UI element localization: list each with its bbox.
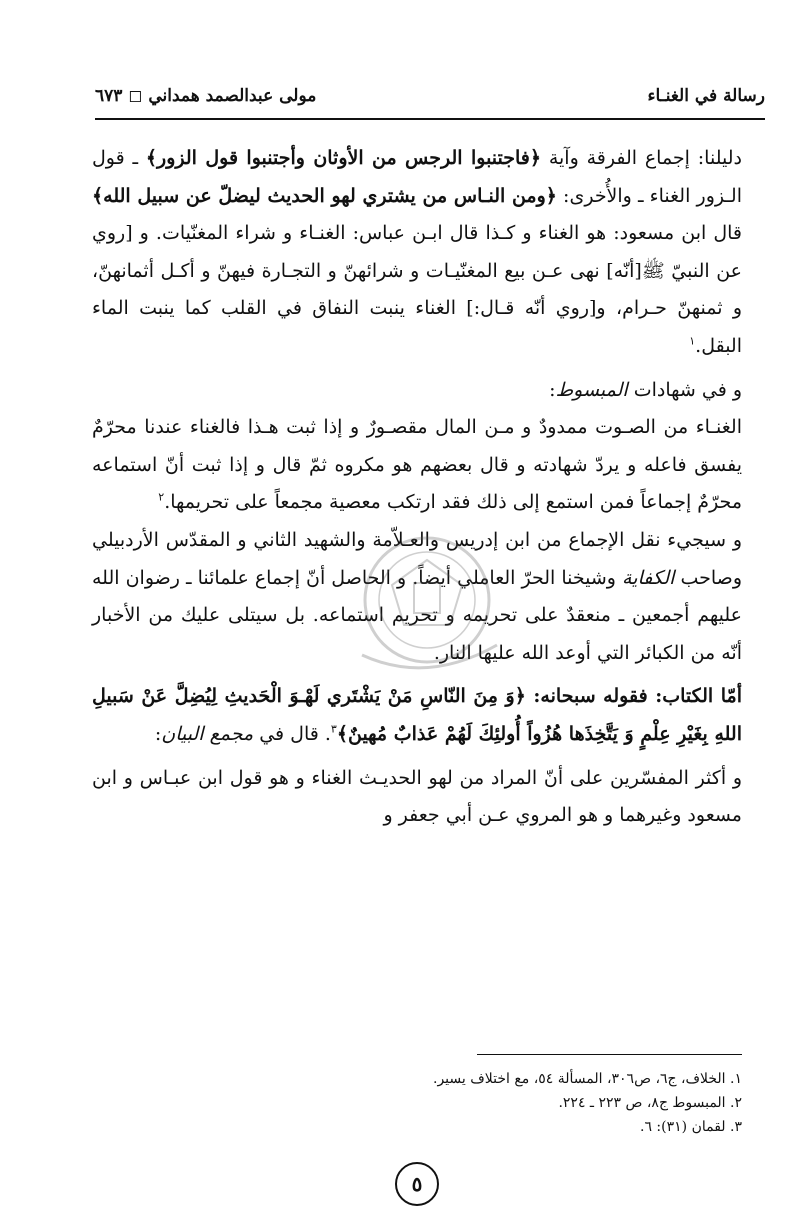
text-run: و أكثر المفسّرين على أنّ المراد من لهو الحديـث الغناء و هو قول ابن عبـاس و ابن مسعود وغيرهما و هو المروي عـن أبي جعفر و bbox=[92, 766, 742, 827]
text-run: و في شهادات bbox=[627, 378, 742, 401]
header-book-title: رسالة في الغنـاء bbox=[647, 86, 765, 106]
text-run: : bbox=[154, 722, 162, 745]
text-run: ﴿وَ مِنَ النّاسِ مَنْ يَشْتَري لَهْـوَ الْحَديثِ لِيُضِلَّ عَنْ سَبيلِ اللهِ بِغَيْرِ عِلْمٍ وَ يَتَّخِذَها هُزُواً أُولئِكَ لَهُمْ عَذابٌ مُهينٌ﴾ bbox=[92, 685, 742, 745]
text-run: دليلنا: إجماع الفرقة وآية bbox=[541, 147, 742, 169]
text-run: و سيجيء نقل الإجماع من ابن إدريس والعـلاّمة والشهيد الثاني و المقدّس الأردبيلي وصاحب bbox=[92, 528, 742, 589]
text-run: ﴿فاجتنبوا الرجس من الأوثان وأجتنبوا قول الزور﴾ bbox=[145, 147, 542, 169]
text-run: مجمع البيان bbox=[161, 722, 254, 745]
text-run: الكفاية bbox=[622, 566, 675, 589]
library-seal-watermark bbox=[322, 525, 532, 675]
text-run: الغنـاء من الصـوت ممدودٌ و مـن المال مقصـورٌ و إذا ثبت هـذا فالغناء عندنا محرّمٌ يفسق فاعله و يردّ شهادته و قال بعضهم هو مكروه ثمّ قال و إذا ثبت أنّ استماعه محرّمٌ إجماعاً فمن استمع إلى ذلك فقد ارتكب معصية مجمعاً على تحريمها. bbox=[92, 416, 742, 514]
text-run: ١ bbox=[689, 334, 696, 348]
text-run: ـ قول الـزور الغناء ـ والأُخرى: bbox=[92, 147, 742, 207]
text-run: ﴿ومن النـاس من يشتري لهو الحديث ليضلّ عن سبيل الله﴾ bbox=[92, 184, 557, 207]
footnote-rule bbox=[477, 1054, 742, 1055]
header-rule bbox=[95, 118, 765, 120]
paragraph-evidence bbox=[92, 140, 742, 366]
text-run: قال ابن مسعود: هو الغناء و كـذا قال ابـن عباس: الغنـاء و شراء المغنّيات. و [روي عن النبيّ ﷺ[أنّه] نهى عـن بيع المغنّيـات و شرائهنّ و التجـارة فيهنّ و أكـل أثمانهنّ، و ثمنهنّ حـرام، و[روي أنّه قـال:] الغناء ينبت النفاق في القلب كما ينبت الماء البقل. bbox=[92, 222, 742, 357]
paragraph-mabsut-intro bbox=[92, 372, 742, 410]
footnote-2: ٢. المبسوط ج٨، ص ٢٢٣ ـ ٢٢٤. bbox=[558, 1095, 742, 1111]
text-run: : bbox=[549, 378, 556, 401]
running-header bbox=[95, 78, 765, 114]
page-number: ٥ bbox=[395, 1162, 439, 1206]
footnote-3: ٣. لقمان (٣١): ٦. bbox=[639, 1119, 742, 1135]
footnote-1: ١. الخلاف، ج٦، ص٣٠٦، المسألة ٥٤، مع اختلاف يسير. bbox=[433, 1071, 742, 1087]
text-run: وشيخنا الحرّ العاملي أيضاً. و الحاصل أنّ إجماع علمائنا ـ رضوان الله عليهم أجمعين ـ منعقدٌ على تحريمه و تحريم استماعه. بل سيتلى عليك من الأخبار أنّه من الكبائر التي أوعد الله عليها النار. bbox=[92, 566, 742, 664]
paragraph-mabsut-quote bbox=[92, 409, 742, 522]
text-run: ٣ bbox=[330, 722, 337, 736]
body-text bbox=[92, 140, 742, 835]
paragraph-commentators bbox=[92, 760, 742, 835]
text-run: المبسوط bbox=[555, 378, 628, 401]
text-run: أمّا الكتاب: فقوله سبحانه: bbox=[525, 685, 742, 708]
header-author-page: مولى عبدالصمد همداني ◻ ٦٧٣ bbox=[95, 86, 317, 106]
text-run: . قال في bbox=[253, 722, 331, 745]
text-run: ٢ bbox=[158, 491, 165, 505]
paragraph-quran bbox=[92, 678, 742, 753]
footnotes bbox=[230, 1068, 742, 1140]
